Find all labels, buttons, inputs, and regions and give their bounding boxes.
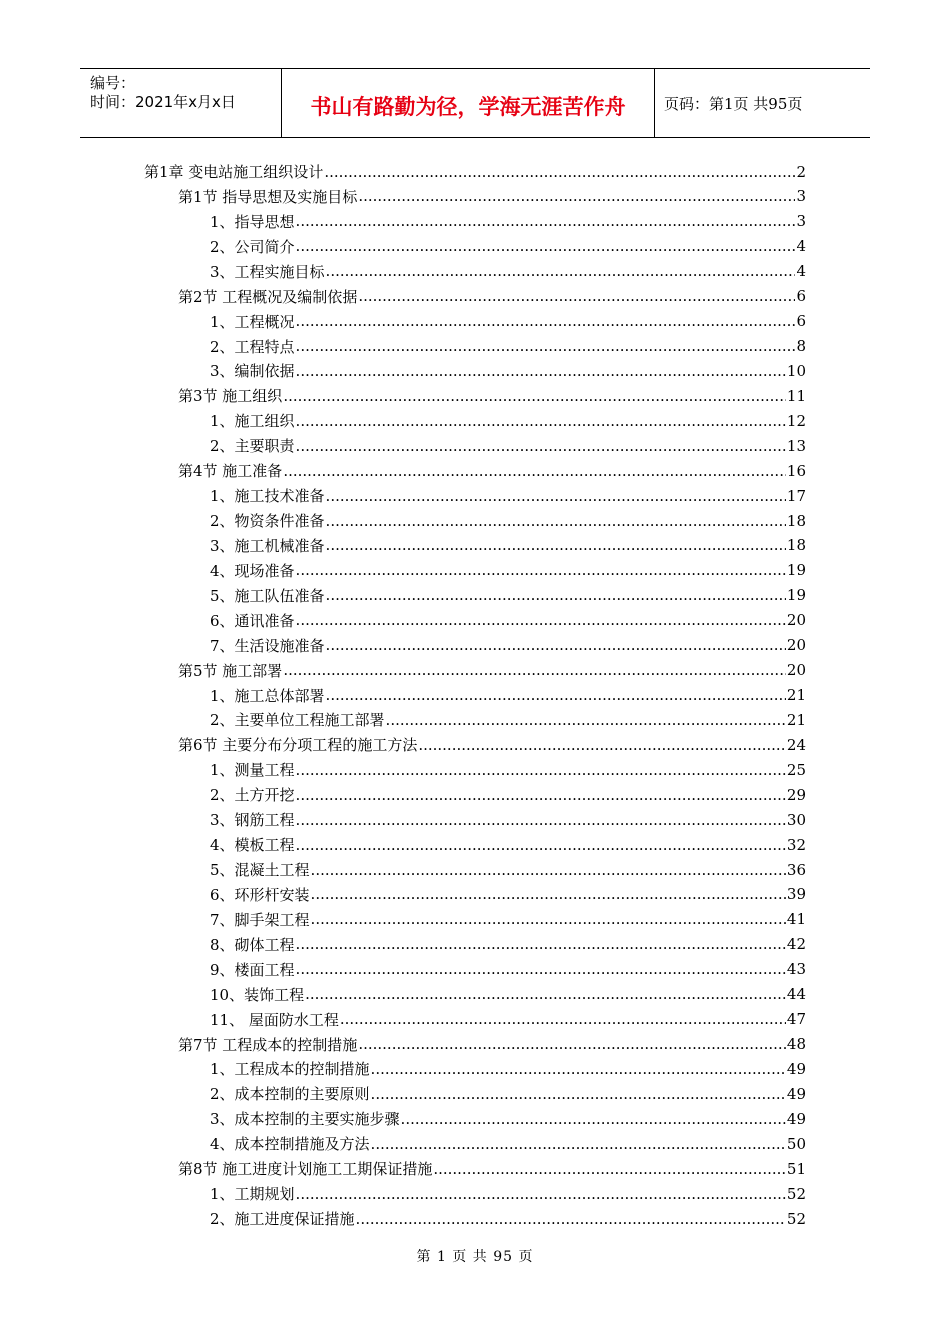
- toc-label: 3、编制依据: [210, 362, 295, 381]
- toc-item[interactable]: [210, 433, 806, 458]
- toc-item[interactable]: [210, 1106, 806, 1131]
- toc-item[interactable]: [210, 932, 806, 957]
- toc-section[interactable]: [178, 458, 806, 483]
- document-time-label: 时间：2021年x月x日: [90, 93, 236, 111]
- toc-label: 8、砌体工程: [210, 935, 295, 954]
- toc-page-number: 21: [786, 710, 806, 729]
- toc-label: 5、混凝土工程: [210, 861, 310, 880]
- toc-page-number: 3: [796, 187, 806, 206]
- toc-page-number: 8: [796, 337, 806, 355]
- toc-label: 2、物资条件准备: [210, 512, 325, 531]
- toc-item[interactable]: [210, 408, 806, 433]
- toc-page-number: 20: [786, 611, 806, 630]
- toc-page-number: 49: [786, 1059, 806, 1078]
- toc-label: 6、环形杆安装: [210, 885, 310, 904]
- toc-label: 2、工程特点: [210, 337, 295, 356]
- header-page-label: 页码：第1页 共95页: [664, 94, 803, 113]
- toc-leader-dots: [296, 611, 786, 629]
- toc-item[interactable]: [210, 558, 806, 583]
- toc-item[interactable]: [210, 1056, 806, 1081]
- toc-page-number: 18: [786, 511, 806, 530]
- toc-item[interactable]: [210, 1081, 806, 1106]
- toc-page-number: 25: [786, 760, 806, 779]
- toc-item[interactable]: [210, 309, 806, 334]
- toc-leader-dots: [296, 761, 786, 779]
- toc-page-number: 44: [786, 985, 806, 1004]
- toc-leader-dots: [326, 686, 786, 704]
- toc-leader-dots: [326, 487, 786, 505]
- toc-label: 3、钢筋工程: [210, 811, 295, 830]
- toc-section[interactable]: [178, 184, 806, 209]
- toc-section[interactable]: [178, 732, 806, 757]
- toc-page-number: 29: [786, 785, 806, 804]
- toc-label: 1、工期规划: [210, 1185, 295, 1204]
- toc-chapter[interactable]: [144, 159, 806, 184]
- toc-label: 2、土方开挖: [210, 786, 295, 805]
- toc-item[interactable]: [210, 1181, 806, 1206]
- toc-page-number: 10: [786, 361, 806, 380]
- toc-label: 1、指导思想: [210, 212, 295, 231]
- toc-item[interactable]: [210, 683, 806, 708]
- toc-page-number: 6: [796, 287, 806, 306]
- toc-page-number: 2: [796, 162, 806, 181]
- toc-section[interactable]: [178, 383, 806, 408]
- toc-page-number: 48: [786, 1035, 806, 1054]
- toc-item[interactable]: [210, 857, 806, 882]
- toc-label: 9、楼面工程: [210, 960, 295, 979]
- toc-label: 2、公司简介: [210, 237, 295, 256]
- toc-label: 1、施工组织: [210, 412, 295, 431]
- toc-item[interactable]: [210, 1007, 806, 1032]
- toc-item[interactable]: [210, 882, 806, 907]
- toc-page-number: 20: [786, 661, 806, 680]
- toc-page-number: 18: [786, 536, 806, 555]
- toc-leader-dots: [296, 412, 786, 430]
- toc-page-number: 19: [786, 586, 806, 605]
- toc-item[interactable]: [210, 358, 806, 383]
- toc-label: 2、主要职责: [210, 437, 295, 456]
- document-number-label: 编号：: [90, 74, 136, 92]
- toc-leader-dots: [296, 362, 786, 380]
- toc-leader-dots: [356, 1210, 786, 1228]
- toc-leader-dots: [283, 387, 786, 405]
- toc-leader-dots: [296, 212, 796, 230]
- toc-page-number: 4: [796, 237, 806, 256]
- toc-leader-dots: [296, 811, 786, 829]
- toc-label: 7、脚手架工程: [210, 910, 310, 929]
- toc-label: 第8节 施工进度计划施工工期保证措施: [178, 1160, 433, 1179]
- toc-page-number: 21: [786, 686, 806, 705]
- toc-leader-dots: [326, 636, 786, 654]
- toc-leader-dots: [371, 1060, 786, 1078]
- toc-label: 1、施工总体部署: [210, 686, 325, 705]
- toc-item[interactable]: [210, 982, 806, 1007]
- toc-leader-dots: [296, 1185, 786, 1203]
- toc-item[interactable]: [210, 707, 806, 732]
- toc-leader-dots: [326, 536, 786, 554]
- toc-item[interactable]: [210, 633, 806, 658]
- toc-label: 2、主要单位工程施工部署: [210, 711, 385, 730]
- toc-page-number: 39: [786, 885, 806, 904]
- toc-item[interactable]: [210, 832, 806, 857]
- toc-leader-dots: [433, 1160, 786, 1178]
- toc-page-number: 19: [786, 561, 806, 580]
- toc-label: 第1章 变电站施工组织设计: [144, 163, 324, 181]
- toc-leader-dots: [358, 1035, 786, 1053]
- toc-leader-dots: [296, 437, 786, 455]
- toc-label: 6、通讯准备: [210, 611, 295, 630]
- toc-leader-dots: [296, 786, 786, 804]
- toc-label: 1、施工技术准备: [210, 487, 325, 506]
- toc-page-number: 36: [786, 860, 806, 879]
- toc-leader-dots: [358, 287, 795, 305]
- toc-item[interactable]: [210, 1131, 806, 1156]
- toc-page-number: 52: [786, 1184, 806, 1203]
- toc-item[interactable]: [210, 1206, 806, 1231]
- toc-label: 第3节 施工组织: [178, 387, 283, 406]
- toc-leader-dots: [296, 836, 786, 854]
- toc-label: 1、工程概况: [210, 312, 295, 331]
- toc-leader-dots: [358, 187, 795, 205]
- toc-section[interactable]: [178, 658, 806, 683]
- toc-page-number: 47: [786, 1010, 806, 1029]
- toc-page-number: 50: [786, 1134, 806, 1153]
- toc-item[interactable]: [210, 259, 806, 284]
- toc-label: 1、测量工程: [210, 761, 295, 780]
- toc-item[interactable]: [210, 608, 806, 633]
- toc-page-number: 41: [786, 910, 806, 929]
- toc-item[interactable]: [210, 209, 806, 234]
- toc-page-number: 52: [786, 1209, 806, 1228]
- toc-page-number: 32: [786, 835, 806, 854]
- toc-leader-dots: [296, 337, 796, 355]
- toc-leader-dots: [311, 910, 786, 928]
- toc-label: 5、施工队伍准备: [210, 586, 325, 605]
- toc-item[interactable]: [210, 782, 806, 807]
- toc-page-number: 51: [786, 1159, 806, 1178]
- toc-leader-dots: [283, 661, 786, 679]
- toc-item[interactable]: [210, 583, 806, 608]
- toc-page-number: 20: [786, 636, 806, 655]
- toc-label: 4、成本控制措施及方法: [210, 1135, 370, 1154]
- toc-page-number: 6: [796, 312, 806, 331]
- toc-leader-dots: [326, 586, 786, 604]
- toc-item[interactable]: [210, 234, 806, 259]
- toc-label: 3、工程实施目标: [210, 262, 325, 281]
- toc-leader-dots: [296, 935, 786, 953]
- toc-label: 3、成本控制的主要实施步骤: [210, 1110, 400, 1129]
- toc-item[interactable]: [210, 483, 806, 508]
- toc-label: 第1节 指导思想及实施目标: [178, 187, 358, 206]
- toc-leader-dots: [340, 1010, 786, 1028]
- toc-label: 2、成本控制的主要原则: [210, 1085, 370, 1104]
- toc-page-number: 42: [786, 935, 806, 954]
- toc-label: 10、装饰工程: [210, 985, 305, 1004]
- toc-leader-dots: [326, 262, 796, 280]
- toc-page-number: 12: [786, 411, 806, 430]
- toc-label: 第4节 施工准备: [178, 462, 283, 481]
- toc-leader-dots: [311, 885, 786, 903]
- header-meta: [80, 69, 282, 137]
- toc-item[interactable]: [210, 757, 806, 782]
- toc-page-number: 30: [786, 810, 806, 829]
- toc-item[interactable]: [210, 508, 806, 533]
- toc-item[interactable]: [210, 533, 806, 558]
- header-motto: 书山有路勤为径，学海无涯苦作舟: [282, 69, 655, 137]
- toc-leader-dots: [296, 312, 796, 330]
- toc-page-number: 4: [796, 262, 806, 281]
- toc-page-number: 16: [786, 461, 806, 480]
- toc-leader-dots: [296, 561, 786, 579]
- toc-leader-dots: [371, 1085, 786, 1103]
- toc-label: 11、 屋面防水工程: [210, 1010, 339, 1029]
- toc-item[interactable]: [210, 907, 806, 932]
- toc-page-number: 11: [786, 386, 806, 405]
- toc-label: 第7节 工程成本的控制措施: [178, 1035, 358, 1054]
- toc-leader-dots: [296, 237, 796, 255]
- toc-label: 4、模板工程: [210, 836, 295, 855]
- toc-page-number: 17: [786, 486, 806, 505]
- toc-page-number: 49: [786, 1084, 806, 1103]
- toc-page-number: 24: [786, 735, 806, 754]
- toc-leader-dots: [326, 512, 786, 530]
- toc-leader-dots: [418, 736, 786, 754]
- toc-page-number: 43: [786, 960, 806, 979]
- toc-label: 3、施工机械准备: [210, 536, 325, 555]
- toc-label: 7、生活设施准备: [210, 636, 325, 655]
- toc-label: 1、工程成本的控制措施: [210, 1060, 370, 1079]
- toc-section[interactable]: [178, 284, 806, 309]
- toc-section[interactable]: [178, 1032, 806, 1057]
- toc-page-number: 13: [786, 436, 806, 455]
- toc-leader-dots: [305, 985, 786, 1003]
- page-footer: 第 1 页 共 95 页: [416, 1249, 534, 1265]
- page-header: [80, 68, 870, 138]
- toc-section[interactable]: [178, 1156, 806, 1181]
- toc-item[interactable]: [210, 957, 806, 982]
- toc-leader-dots: [283, 462, 786, 480]
- toc-leader-dots: [311, 861, 786, 879]
- toc-leader-dots: [386, 711, 786, 729]
- toc-label: 2、施工进度保证措施: [210, 1210, 355, 1229]
- toc-page-number: 49: [786, 1109, 806, 1128]
- toc-label: 第2节 工程概况及编制依据: [178, 287, 358, 306]
- toc-page-number: 3: [796, 212, 806, 231]
- toc-label: 4、现场准备: [210, 561, 295, 580]
- toc-leader-dots: [324, 163, 795, 181]
- toc-leader-dots: [296, 960, 786, 978]
- toc-label: 第5节 施工部署: [178, 661, 283, 680]
- toc-leader-dots: [401, 1110, 786, 1128]
- toc-leader-dots: [371, 1135, 786, 1153]
- toc-item[interactable]: [210, 807, 806, 832]
- toc-item[interactable]: [210, 334, 806, 359]
- toc-label: 第6节 主要分布分项工程的施工方法: [178, 736, 418, 755]
